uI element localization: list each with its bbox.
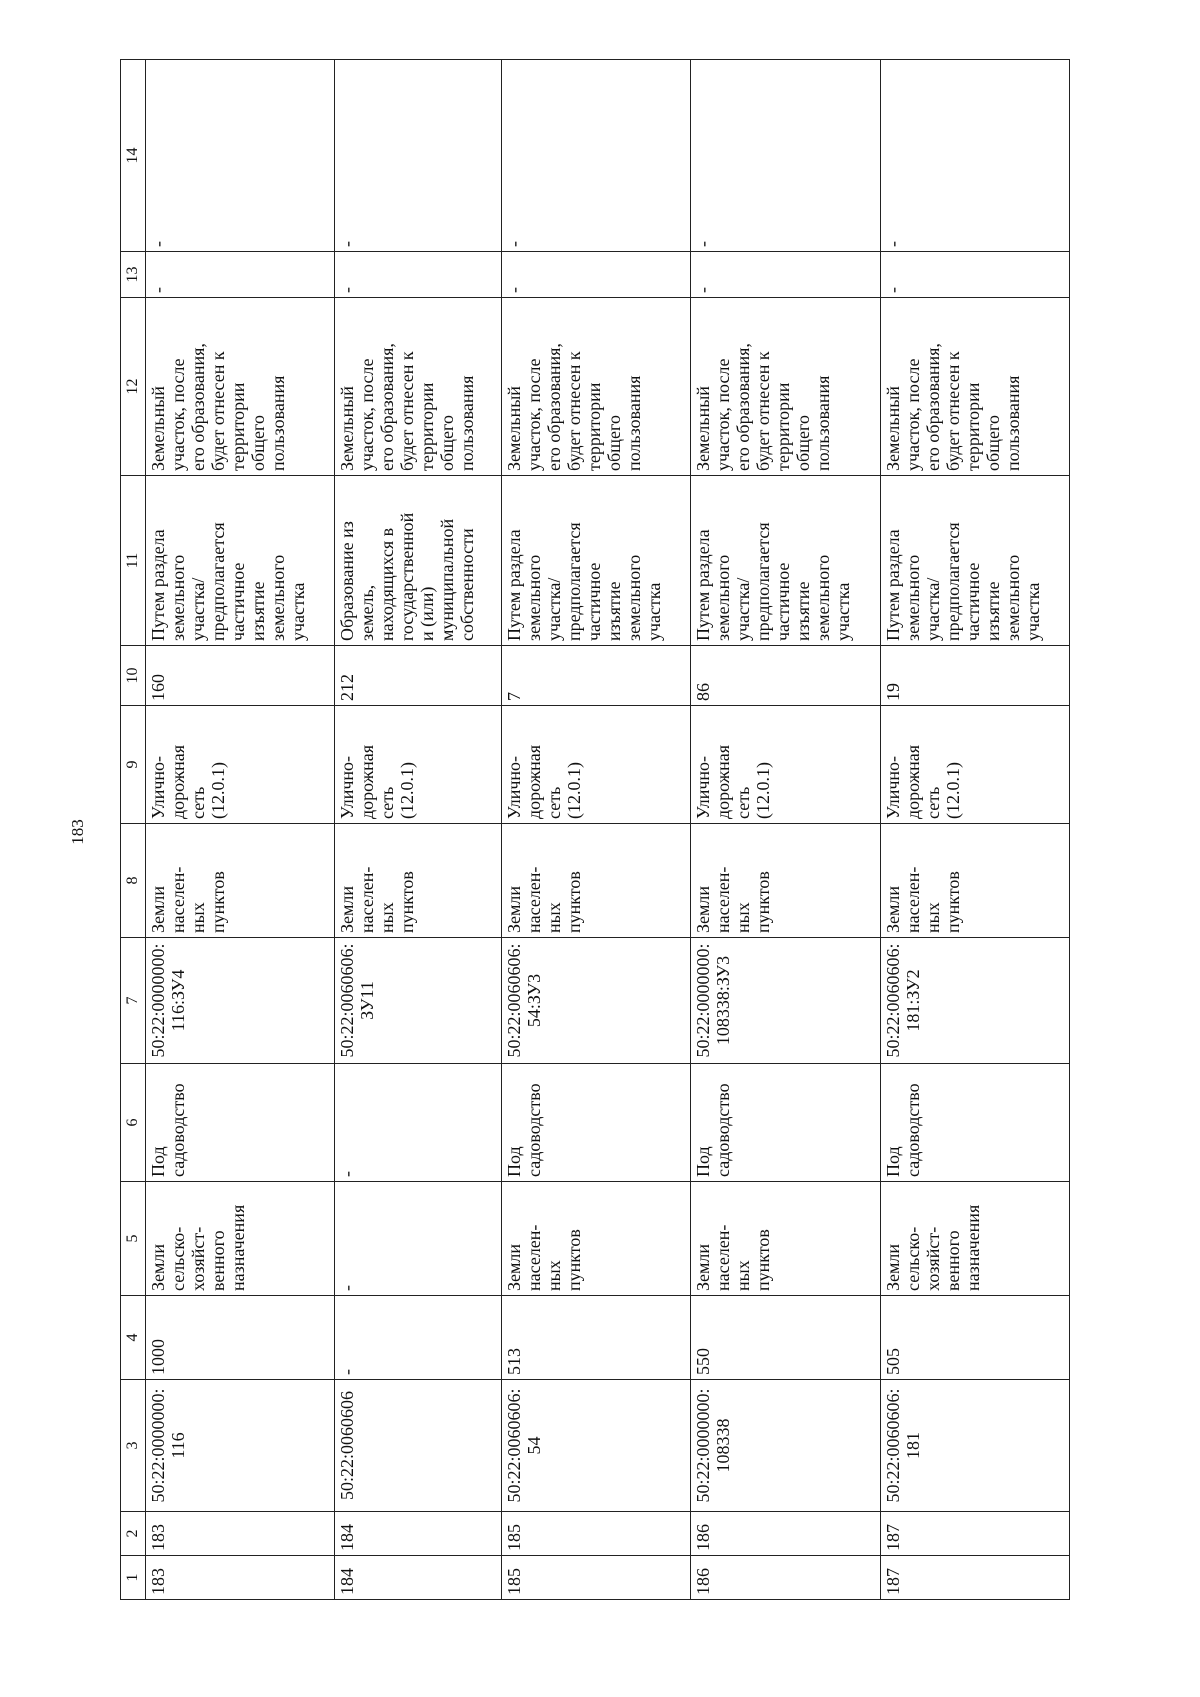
new-permitted-use: Улично- дорожная сеть (12.0.1) [335, 706, 501, 824]
col-13-value: - [146, 252, 335, 298]
row-number: 184 [335, 1556, 501, 1600]
source-cadastral-number: 50:22:0060606 [335, 1380, 501, 1512]
new-area-value: 7 [501, 646, 690, 706]
source-row-number: 187 [880, 1512, 1069, 1556]
formation-method: Путем раздела земельного участка/ предполагается частичное изъятие земельного участка [691, 476, 880, 646]
permitted-use: Под садоводство [880, 1064, 1069, 1182]
col-13-value: - [691, 252, 880, 298]
column-header: 1 [121, 1556, 146, 1600]
permitted-use: - [335, 1064, 501, 1182]
land-category: Земли сельско- хозяйст- венного назначения [146, 1182, 335, 1296]
note: Земельный участок, после его образования, будет отнесен к территории общего пользования [501, 298, 690, 476]
table-row [501, 60, 690, 1600]
new-cadastral-number: 50:22:0000000: 116:ЗУ4 [146, 938, 335, 1064]
table-row [691, 60, 880, 1600]
source-row-number: 185 [501, 1512, 690, 1556]
column-header: 4 [121, 1296, 146, 1380]
area-value: - [335, 1296, 501, 1380]
new-permitted-use: Улично- дорожная сеть (12.0.1) [691, 706, 880, 824]
note: Земельный участок, после его образования, будет отнесен к территории общего пользования [335, 298, 501, 476]
column-header: 2 [121, 1512, 146, 1556]
column-header: 11 [121, 476, 146, 646]
land-category: - [335, 1182, 501, 1296]
column-header: 9 [121, 706, 146, 824]
column-header: 6 [121, 1064, 146, 1182]
col-14-value: - [335, 60, 501, 252]
col-14-value: - [880, 60, 1069, 252]
note: Земельный участок, после его образования, будет отнесен к территории общего пользования [880, 298, 1069, 476]
col-14-value: - [501, 60, 690, 252]
area-value: 1000 [146, 1296, 335, 1380]
column-header: 13 [121, 252, 146, 298]
page-number: 183 [68, 819, 87, 845]
new-cadastral-number: 50:22:0060606: 54:ЗУ3 [501, 938, 690, 1064]
new-area-value: 160 [146, 646, 335, 706]
source-cadastral-number: 50:22:0060606: 181 [880, 1380, 1069, 1512]
col-13-value: - [501, 252, 690, 298]
table-row [146, 60, 335, 1600]
rotated-table-sheet [120, 60, 1070, 1600]
source-cadastral-number: 50:22:0060606: 54 [501, 1380, 690, 1512]
header-row [121, 60, 146, 1600]
new-area-value: 212 [335, 646, 501, 706]
note: Земельный участок, после его образования, будет отнесен к территории общего пользования [691, 298, 880, 476]
row-number: 186 [691, 1556, 880, 1600]
new-area-value: 19 [880, 646, 1069, 706]
col-14-value: - [146, 60, 335, 252]
col-14-value: - [691, 60, 880, 252]
new-area-value: 86 [691, 646, 880, 706]
source-row-number: 184 [335, 1512, 501, 1556]
land-category: Земли населен- ных пунктов [501, 1182, 690, 1296]
permitted-use: Под садоводство [691, 1064, 880, 1182]
source-cadastral-number: 50:22:0000000: 108338 [691, 1380, 880, 1512]
permitted-use: Под садоводство [501, 1064, 690, 1182]
permitted-use: Под садоводство [146, 1064, 335, 1182]
new-permitted-use: Улично- дорожная сеть (12.0.1) [146, 706, 335, 824]
area-value: 550 [691, 1296, 880, 1380]
column-header: 5 [121, 1182, 146, 1296]
row-number: 187 [880, 1556, 1069, 1600]
new-cadastral-number: 50:22:0060606: ЗУ11 [335, 938, 501, 1064]
formation-method: Образование из земель, находящихся в государственной и (или) муниципальной собственности [335, 476, 501, 646]
land-category: Земли сельско- хозяйст- венного назначения [880, 1182, 1069, 1296]
column-header: 14 [121, 60, 146, 252]
new-cadastral-number: 50:22:0000000: 108338:ЗУ3 [691, 938, 880, 1064]
source-row-number: 183 [146, 1512, 335, 1556]
new-permitted-use: Улично- дорожная сеть (12.0.1) [501, 706, 690, 824]
col-13-value: - [335, 252, 501, 298]
column-header: 7 [121, 938, 146, 1064]
new-land-category: Земли населен- ных пунктов [691, 824, 880, 938]
source-cadastral-number: 50:22:0000000: 116 [146, 1380, 335, 1512]
column-header: 3 [121, 1380, 146, 1512]
land-plots-table [120, 59, 1070, 1600]
land-category: Земли населен- ных пунктов [691, 1182, 880, 1296]
area-value: 513 [501, 1296, 690, 1380]
row-number: 183 [146, 1556, 335, 1600]
source-row-number: 186 [691, 1512, 880, 1556]
area-value: 505 [880, 1296, 1069, 1380]
row-number: 185 [501, 1556, 690, 1600]
formation-method: Путем раздела земельного участка/ предполагается частичное изъятие земельного участка [146, 476, 335, 646]
table-row [335, 60, 501, 1600]
column-header: 12 [121, 298, 146, 476]
new-permitted-use: Улично- дорожная сеть (12.0.1) [880, 706, 1069, 824]
column-header: 8 [121, 824, 146, 938]
formation-method: Путем раздела земельного участка/ предполагается частичное изъятие земельного участка [880, 476, 1069, 646]
note: Земельный участок, после его образования, будет отнесен к территории общего пользования [146, 298, 335, 476]
new-cadastral-number: 50:22:0060606: 181:ЗУ2 [880, 938, 1069, 1064]
new-land-category: Земли населен- ных пунктов [335, 824, 501, 938]
new-land-category: Земли населен- ных пунктов [146, 824, 335, 938]
new-land-category: Земли населен- ных пунктов [880, 824, 1069, 938]
table-row [880, 60, 1069, 1600]
formation-method: Путем раздела земельного участка/ предполагается частичное изъятие земельного участка [501, 476, 690, 646]
new-land-category: Земли населен- ных пунктов [501, 824, 690, 938]
column-header: 10 [121, 646, 146, 706]
col-13-value: - [880, 252, 1069, 298]
